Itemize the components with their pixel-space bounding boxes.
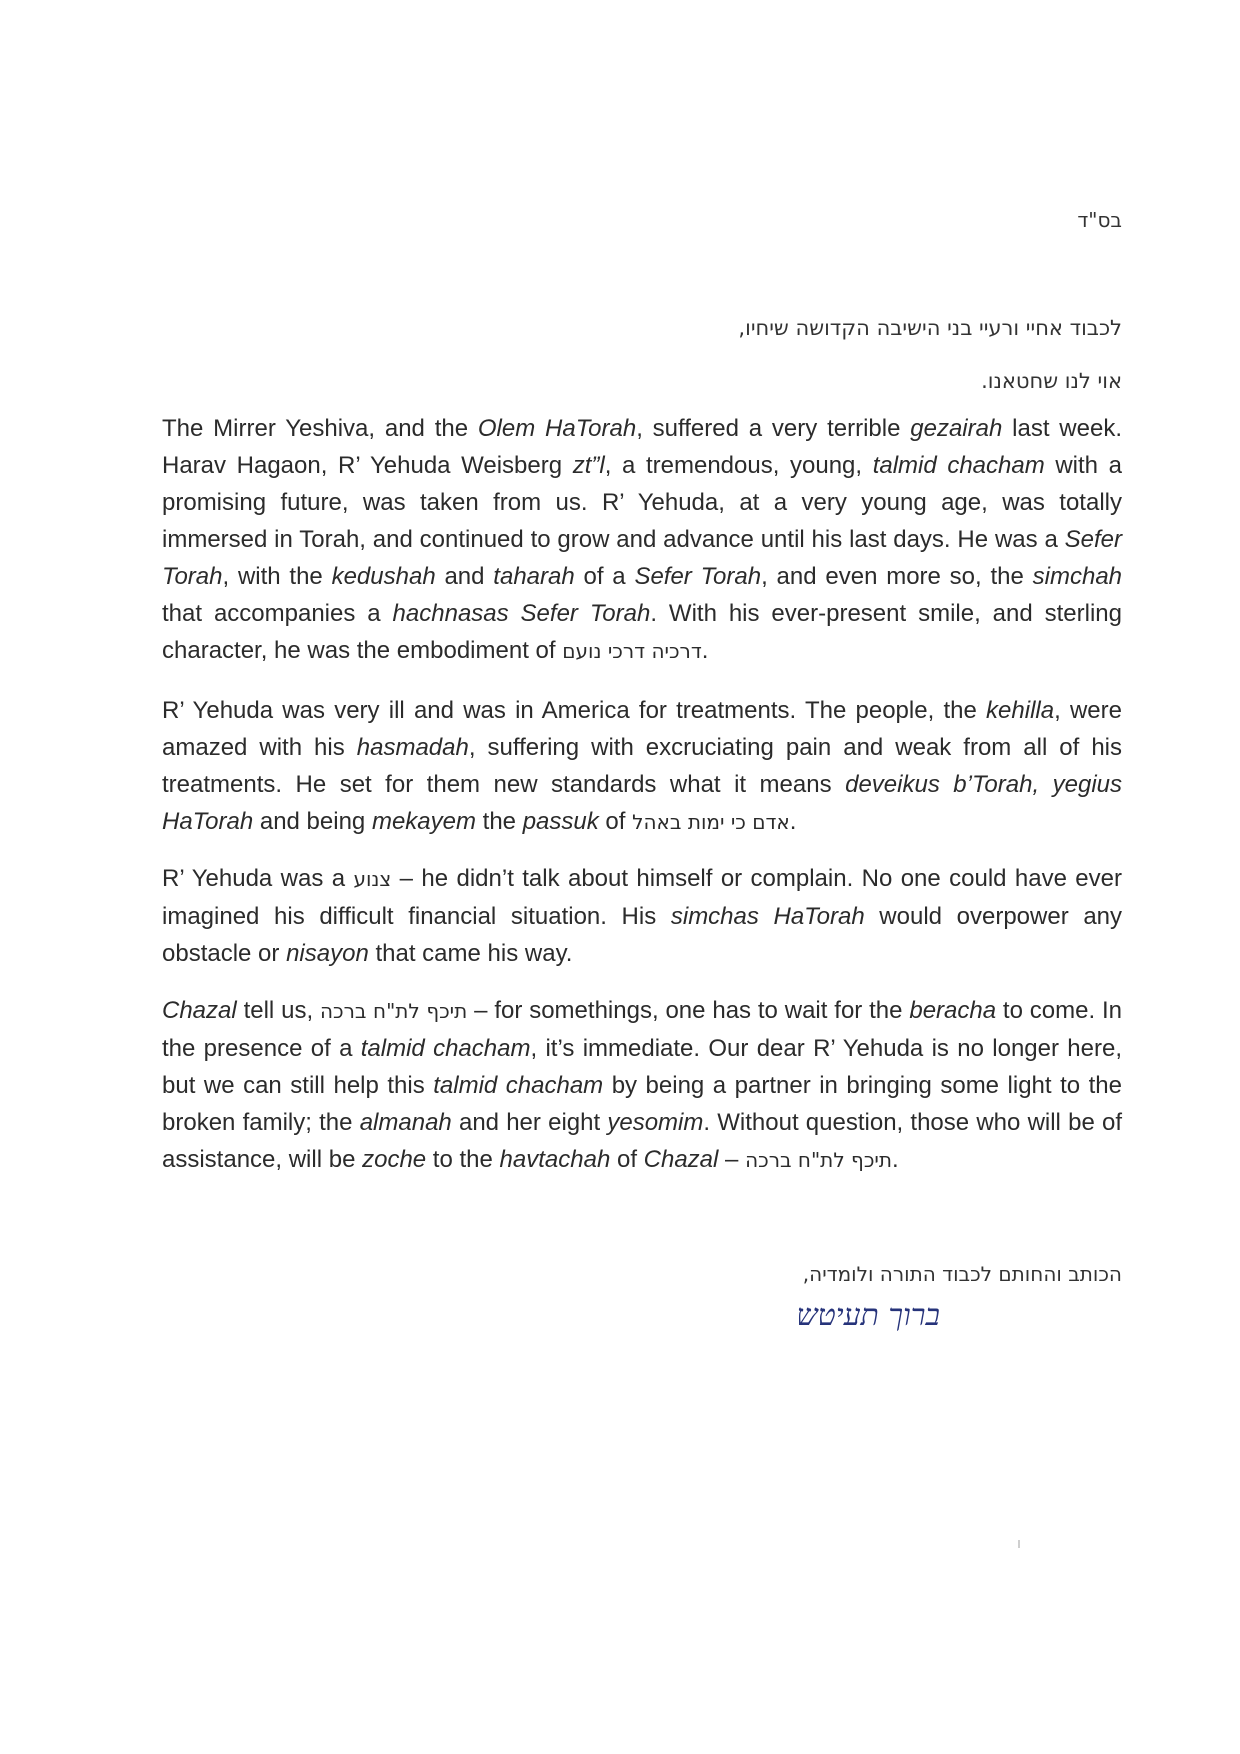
text-run: . Without question, those who will be of assistance, will be [162,1109,1123,1173]
text-run: R’ Yehuda was very ill and was in America for treatments. The people, the [162,697,987,724]
hebrew-phrase: אדם כי ימות באהל [632,810,790,834]
salutation: לכבוד אחיי ורעיי בני הישיבה הקדושה שיחיו, [738,316,1122,340]
text-run: . [789,808,797,835]
text-run: of [610,1146,644,1173]
text-run: , with the [222,563,332,590]
italic-term: kedushah [331,563,436,590]
text-run: by being a partner in bringing some light to the broken family; the [162,1072,1122,1136]
text-run: , suffered a very terrible [636,415,911,442]
text-run: – he didn’t talk about himself or complain. No one could have ever imagined his difficult financial situation. His [162,865,1122,930]
italic-term: Olem HaTorah [477,415,637,442]
hebrew-phrase: צנוע [353,867,392,891]
text-run: with a promising future, was taken from us. R’ Yehuda, at a very young age, was totally immersed in Torah, and continued to grow and advance until his last days. He was a [162,452,1122,553]
text-run: , and even more so, the [761,563,1033,590]
text-run: and being [253,808,372,835]
text-run: , were amazed with his [162,697,1122,761]
text-run: and [435,563,494,590]
paragraph-4 [162,992,1122,1179]
paragraph-3 [162,860,1122,972]
italic-term: almanah [359,1109,452,1136]
italic-term: beracha [909,997,997,1024]
lament-line: אוי לנו שחטאנו. [981,369,1122,393]
text-run: that came his way. [368,940,573,967]
italic-term: Sefer Torah [634,563,762,590]
text-run: . With his ever-present smile, and sterling character, he was the embodiment of [162,600,1122,664]
italic-term: Chazal [643,1146,719,1173]
text-run: – for somethings, one has to wait for the [467,997,910,1024]
text-run: would overpower any obstacle or [162,903,1123,967]
closing-line: הכותב והחותם לכבוד התורה ולומדיה, [802,1262,1122,1286]
hebrew-phrase: תיכף לת"ח ברכה [319,999,468,1023]
italic-term: simchah [1032,563,1123,590]
italic-term: hasmadah [356,734,469,761]
text-run: that accompanies a [162,600,393,627]
italic-term: passuk [522,808,599,835]
italic-term: nisayon [286,940,369,967]
italic-term: Chazal [162,997,237,1024]
paragraph-1 [162,410,1122,670]
hebrew-phrase: דרכיה דרכי נועם [562,639,702,663]
text-run: , suffering with excruciating pain and weak from all of his treatments. He set for them new standards what it means [162,734,1123,798]
italic-term: talmid chacham [433,1072,604,1099]
italic-term: mekayem [371,808,476,835]
bsd-heading: בס"ד [1077,208,1122,232]
text-run: – [718,1146,746,1173]
italic-term: Sefer Torah [162,526,1122,590]
italic-term: talmid chacham [360,1035,531,1062]
text-run: of [598,808,633,835]
hebrew-phrase: תיכף לת"ח ברכה [745,1148,893,1172]
italic-term: havtachah [499,1146,611,1173]
text-run: last week. Harav Hagaon, R’ Yehuda Weisberg [162,415,1122,479]
paragraph-2 [162,692,1122,841]
text-run: The Mirrer Yeshiva, and the [162,415,478,442]
text-run: the [475,808,523,835]
italic-term: zoche [362,1146,427,1173]
text-run: of a [574,563,635,590]
italic-term: kehilla [986,697,1055,724]
text-run: R’ Yehuda was a [162,865,354,892]
text-run: , it’s immediate. Our dear R’ Yehuda is no longer here, but we can still help this [162,1035,1122,1099]
italic-term: deveikus b’Torah, yegius HaTorah [162,771,1122,835]
handwritten-signature: ברוך תעיטש [796,1298,940,1333]
text-run: and her eight [451,1109,608,1136]
text-run: to the [426,1146,500,1173]
italic-term: talmid chacham [872,452,1045,479]
text-run: tell us, [236,997,320,1024]
text-run: to come. In the presence of a [162,997,1123,1062]
text-run: . [701,637,709,664]
text-run: . [892,1146,899,1173]
italic-term: simchas HaTorah [670,903,865,930]
italic-term: gezairah [910,415,1003,442]
italic-term: hachnasas Sefer Torah [392,600,651,627]
italic-term: yesomim [607,1109,704,1136]
text-run: , a tremendous, young, [604,452,873,479]
italic-term: zt”l [572,452,605,479]
scan-speck [1018,1540,1020,1548]
italic-term: taharah [493,563,575,590]
